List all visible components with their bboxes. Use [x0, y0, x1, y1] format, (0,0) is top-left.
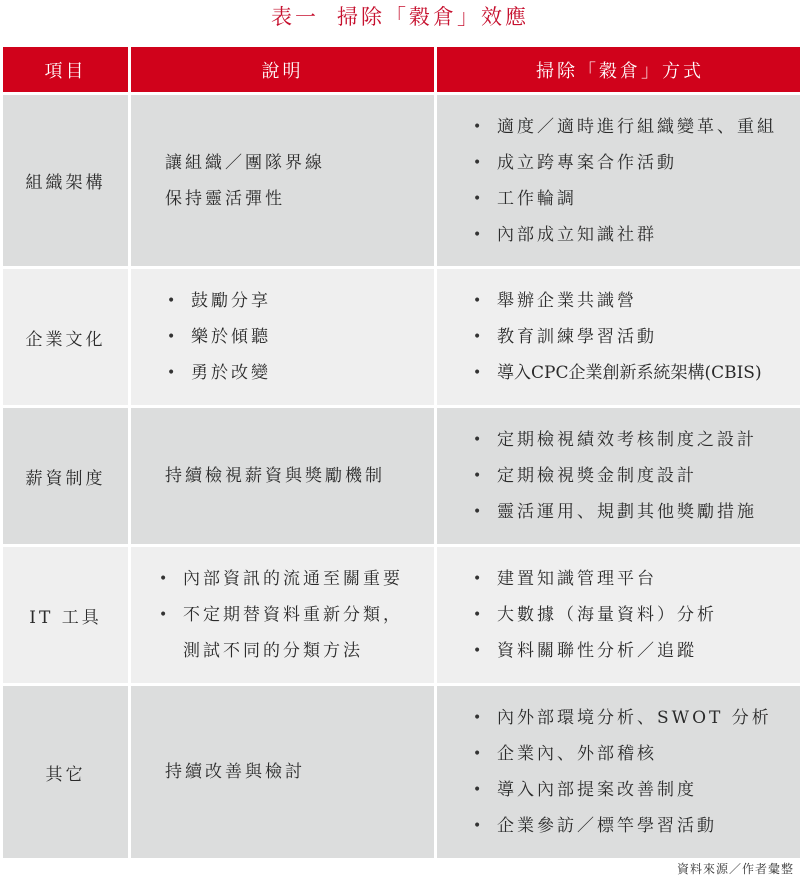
list-item: • 靈活運用、規劃其他獎勵措施	[471, 494, 800, 530]
table-title-text: 掃除「穀倉」效應	[337, 5, 529, 29]
bullet-icon: •	[473, 468, 485, 484]
list-item: • 企業內、外部稽核	[471, 736, 800, 772]
list-item: • 舉辦企業共識營	[471, 283, 800, 319]
bullet-icon: •	[159, 607, 171, 623]
header-item: 項目	[3, 47, 128, 92]
row-item: 企業文化	[3, 269, 128, 405]
list-item: • 鼓勵分享	[165, 283, 434, 319]
list-item: • 建置知識管理平台	[471, 561, 800, 597]
row-methods	[437, 547, 800, 683]
row-item: 薪資制度	[3, 408, 128, 544]
bullet-icon: •	[473, 190, 485, 207]
bullet-icon: •	[473, 154, 485, 171]
list-item: • 內外部環境分析、SWOT 分析	[471, 700, 800, 736]
bullet-icon: •	[167, 293, 179, 309]
table-number: 表一	[271, 5, 319, 29]
bullet-icon: •	[473, 365, 485, 381]
row-item: IT 工具	[3, 547, 128, 683]
list-item: • 導入CPC企業創新系統架構(CBIS)	[471, 355, 800, 391]
bullet-icon: •	[473, 432, 485, 448]
list-item: • 企業參訪／標竿學習活動	[471, 808, 800, 844]
methods-list	[471, 561, 800, 669]
row-methods	[437, 408, 800, 544]
list-item: • 不定期替資料重新分類， 測試不同的分類方法	[157, 597, 434, 669]
table-row	[3, 686, 800, 858]
source-note: 資料來源／作者彙整	[676, 862, 794, 876]
bullet-icon: •	[159, 571, 171, 587]
list-item-continuation: 測試不同的分類方法	[183, 641, 363, 661]
list-item: • 大數據（海量資料）分析	[471, 597, 800, 633]
list-item: • 工作輪調	[471, 181, 800, 217]
list-item: • 教育訓練學習活動	[471, 319, 800, 355]
header-description: 說明	[131, 47, 434, 92]
table-row	[3, 269, 800, 405]
list-item: • 適度／適時進行組織變革、重組	[471, 109, 800, 145]
row-description	[131, 547, 434, 683]
list-item: • 樂於傾聽	[165, 319, 434, 355]
row-description	[131, 269, 434, 405]
table-header-row	[3, 47, 800, 92]
bullet-icon: •	[473, 782, 485, 798]
row-description	[131, 408, 434, 544]
row-methods	[437, 686, 800, 858]
list-item: • 導入內部提案改善制度	[471, 772, 800, 808]
table-title	[0, 2, 800, 32]
list-item: • 定期檢視績效考核制度之設計	[471, 422, 800, 458]
methods-list	[471, 109, 800, 253]
row-description	[131, 95, 434, 266]
bullet-icon: •	[167, 365, 179, 381]
bullet-icon: •	[473, 329, 485, 345]
list-item: • 內部資訊的流通至關重要	[157, 561, 434, 597]
bullet-icon: •	[167, 329, 179, 345]
list-item: • 成立跨專案合作活動	[471, 145, 800, 181]
list-item: • 定期檢視獎金制度設計	[471, 458, 800, 494]
description-line: 持續檢視薪資與獎勵機制	[165, 466, 385, 486]
list-item: • 內部成立知識社群	[471, 217, 800, 253]
bullet-icon: •	[473, 818, 485, 834]
list-item: • 勇於改變	[165, 355, 434, 391]
bullet-icon: •	[473, 643, 485, 659]
bullet-icon: •	[473, 710, 485, 726]
row-methods	[437, 95, 800, 266]
bullet-icon: •	[473, 746, 485, 762]
description-line: 持續改善與檢討	[165, 762, 305, 782]
row-methods	[437, 269, 800, 405]
description-line: 保持靈活彈性	[165, 188, 285, 209]
description-line: 讓組織／團隊界線	[165, 152, 325, 173]
bullet-icon: •	[473, 504, 485, 520]
row-item: 其它	[3, 686, 128, 858]
table-row	[3, 95, 800, 266]
table-row	[3, 408, 800, 544]
description-list	[165, 283, 434, 391]
bullet-icon: •	[473, 226, 485, 243]
list-item: • 資料關聯性分析／追蹤	[471, 633, 800, 669]
row-item: 組織架構	[3, 95, 128, 266]
methods-list	[471, 283, 800, 391]
bullet-icon: •	[473, 571, 485, 587]
row-description	[131, 686, 434, 858]
bullet-icon: •	[473, 607, 485, 623]
silo-effect-table	[0, 44, 800, 861]
methods-list	[471, 422, 800, 530]
bullet-icon: •	[473, 293, 485, 309]
header-methods: 掃除「穀倉」方式	[437, 47, 800, 92]
table-row	[3, 547, 800, 683]
bullet-icon: •	[473, 118, 485, 135]
methods-list	[471, 700, 800, 844]
description-list	[157, 561, 434, 669]
